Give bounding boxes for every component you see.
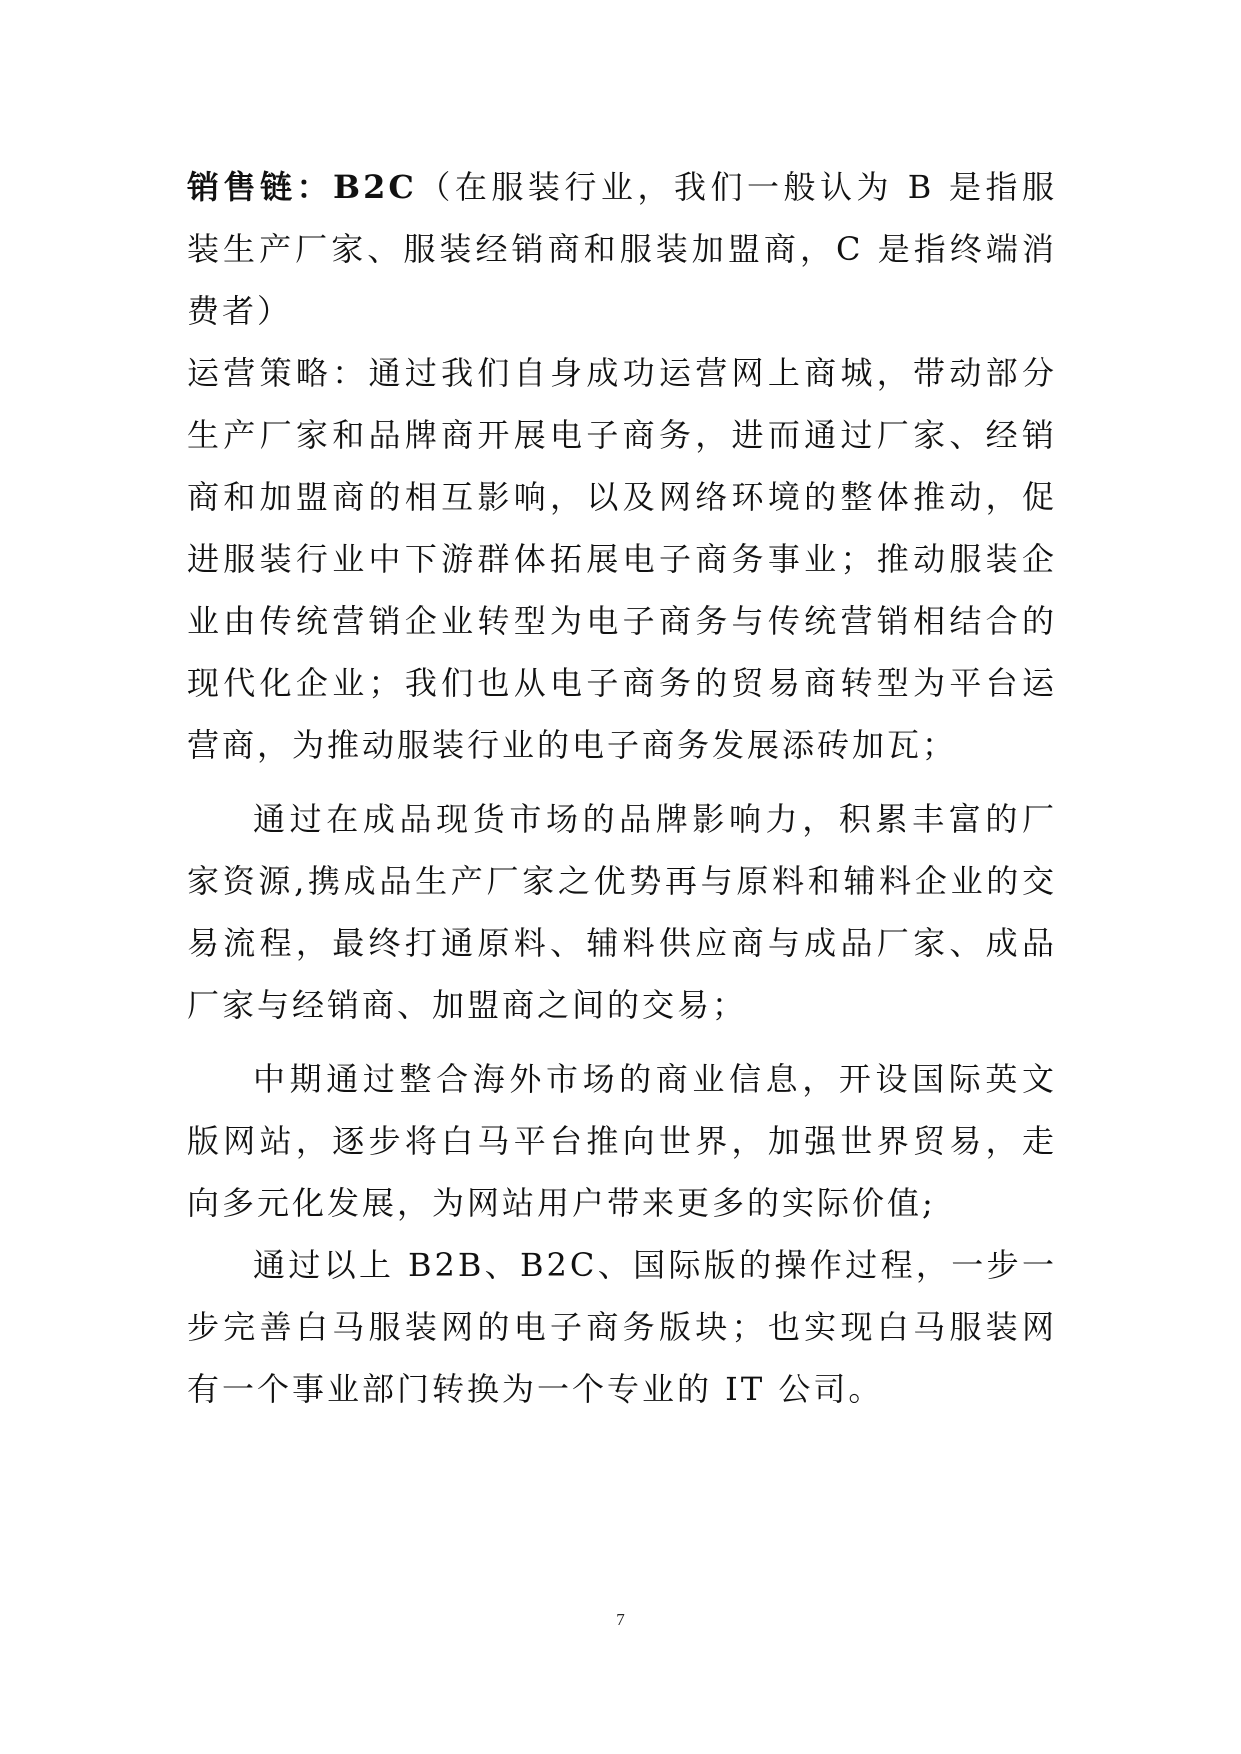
paragraph-supply-chain: 通过在成品现货市场的品牌影响力，积累丰富的厂家资源,携成品生产厂家之优势再与原料和辅料企业的交易流程，最终打通原料、辅料供应商与成品厂家、成品厂家与经销商、加盟商之间的交易； bbox=[187, 800, 1057, 1024]
sales-chain-paragraph bbox=[187, 156, 1057, 342]
paragraph-conclusion: 通过以上 B2B、B2C、国际版的操作过程，一步一步完善白马服装网的电子商务版块；也实现白马服装网有一个事业部门转换为一个专业的 IT 公司。 bbox=[187, 1246, 1057, 1408]
page-number: 7 bbox=[616, 1610, 625, 1629]
sales-chain-text: （在服装行业，我们一般认为 B 是指服装生产厂家、服装经销商和服装加盟商，C 是指终端消费者） bbox=[187, 168, 1057, 330]
strategy-label: 运营策略： bbox=[187, 354, 369, 392]
strategy-text: 通过我们自身成功运营网上商城，带动部分生产厂家和品牌商开展电子商务，进而通过厂家、经销商和加盟商的相互影响，以及网络环境的整体推动，促进服装行业中下游群体拓展电子商务事业；推动服装企业由传统营销企业转型为电子商务与传统营销相结合的现代化企业；我们也从电子商务的贸易商转型为平台运营商，为推动服装行业的电子商务发展添砖加瓦； bbox=[187, 354, 1057, 764]
paragraph-international: 中期通过整合海外市场的商业信息，开设国际英文版网站，逐步将白马平台推向世界，加强世界贸易，走向多元化发展，为网站用户带来更多的实际价值; bbox=[187, 1060, 1057, 1222]
sales-chain-label: 销售链：B2C bbox=[187, 168, 417, 206]
body-text bbox=[187, 156, 1057, 1420]
strategy-paragraph bbox=[187, 342, 1057, 776]
